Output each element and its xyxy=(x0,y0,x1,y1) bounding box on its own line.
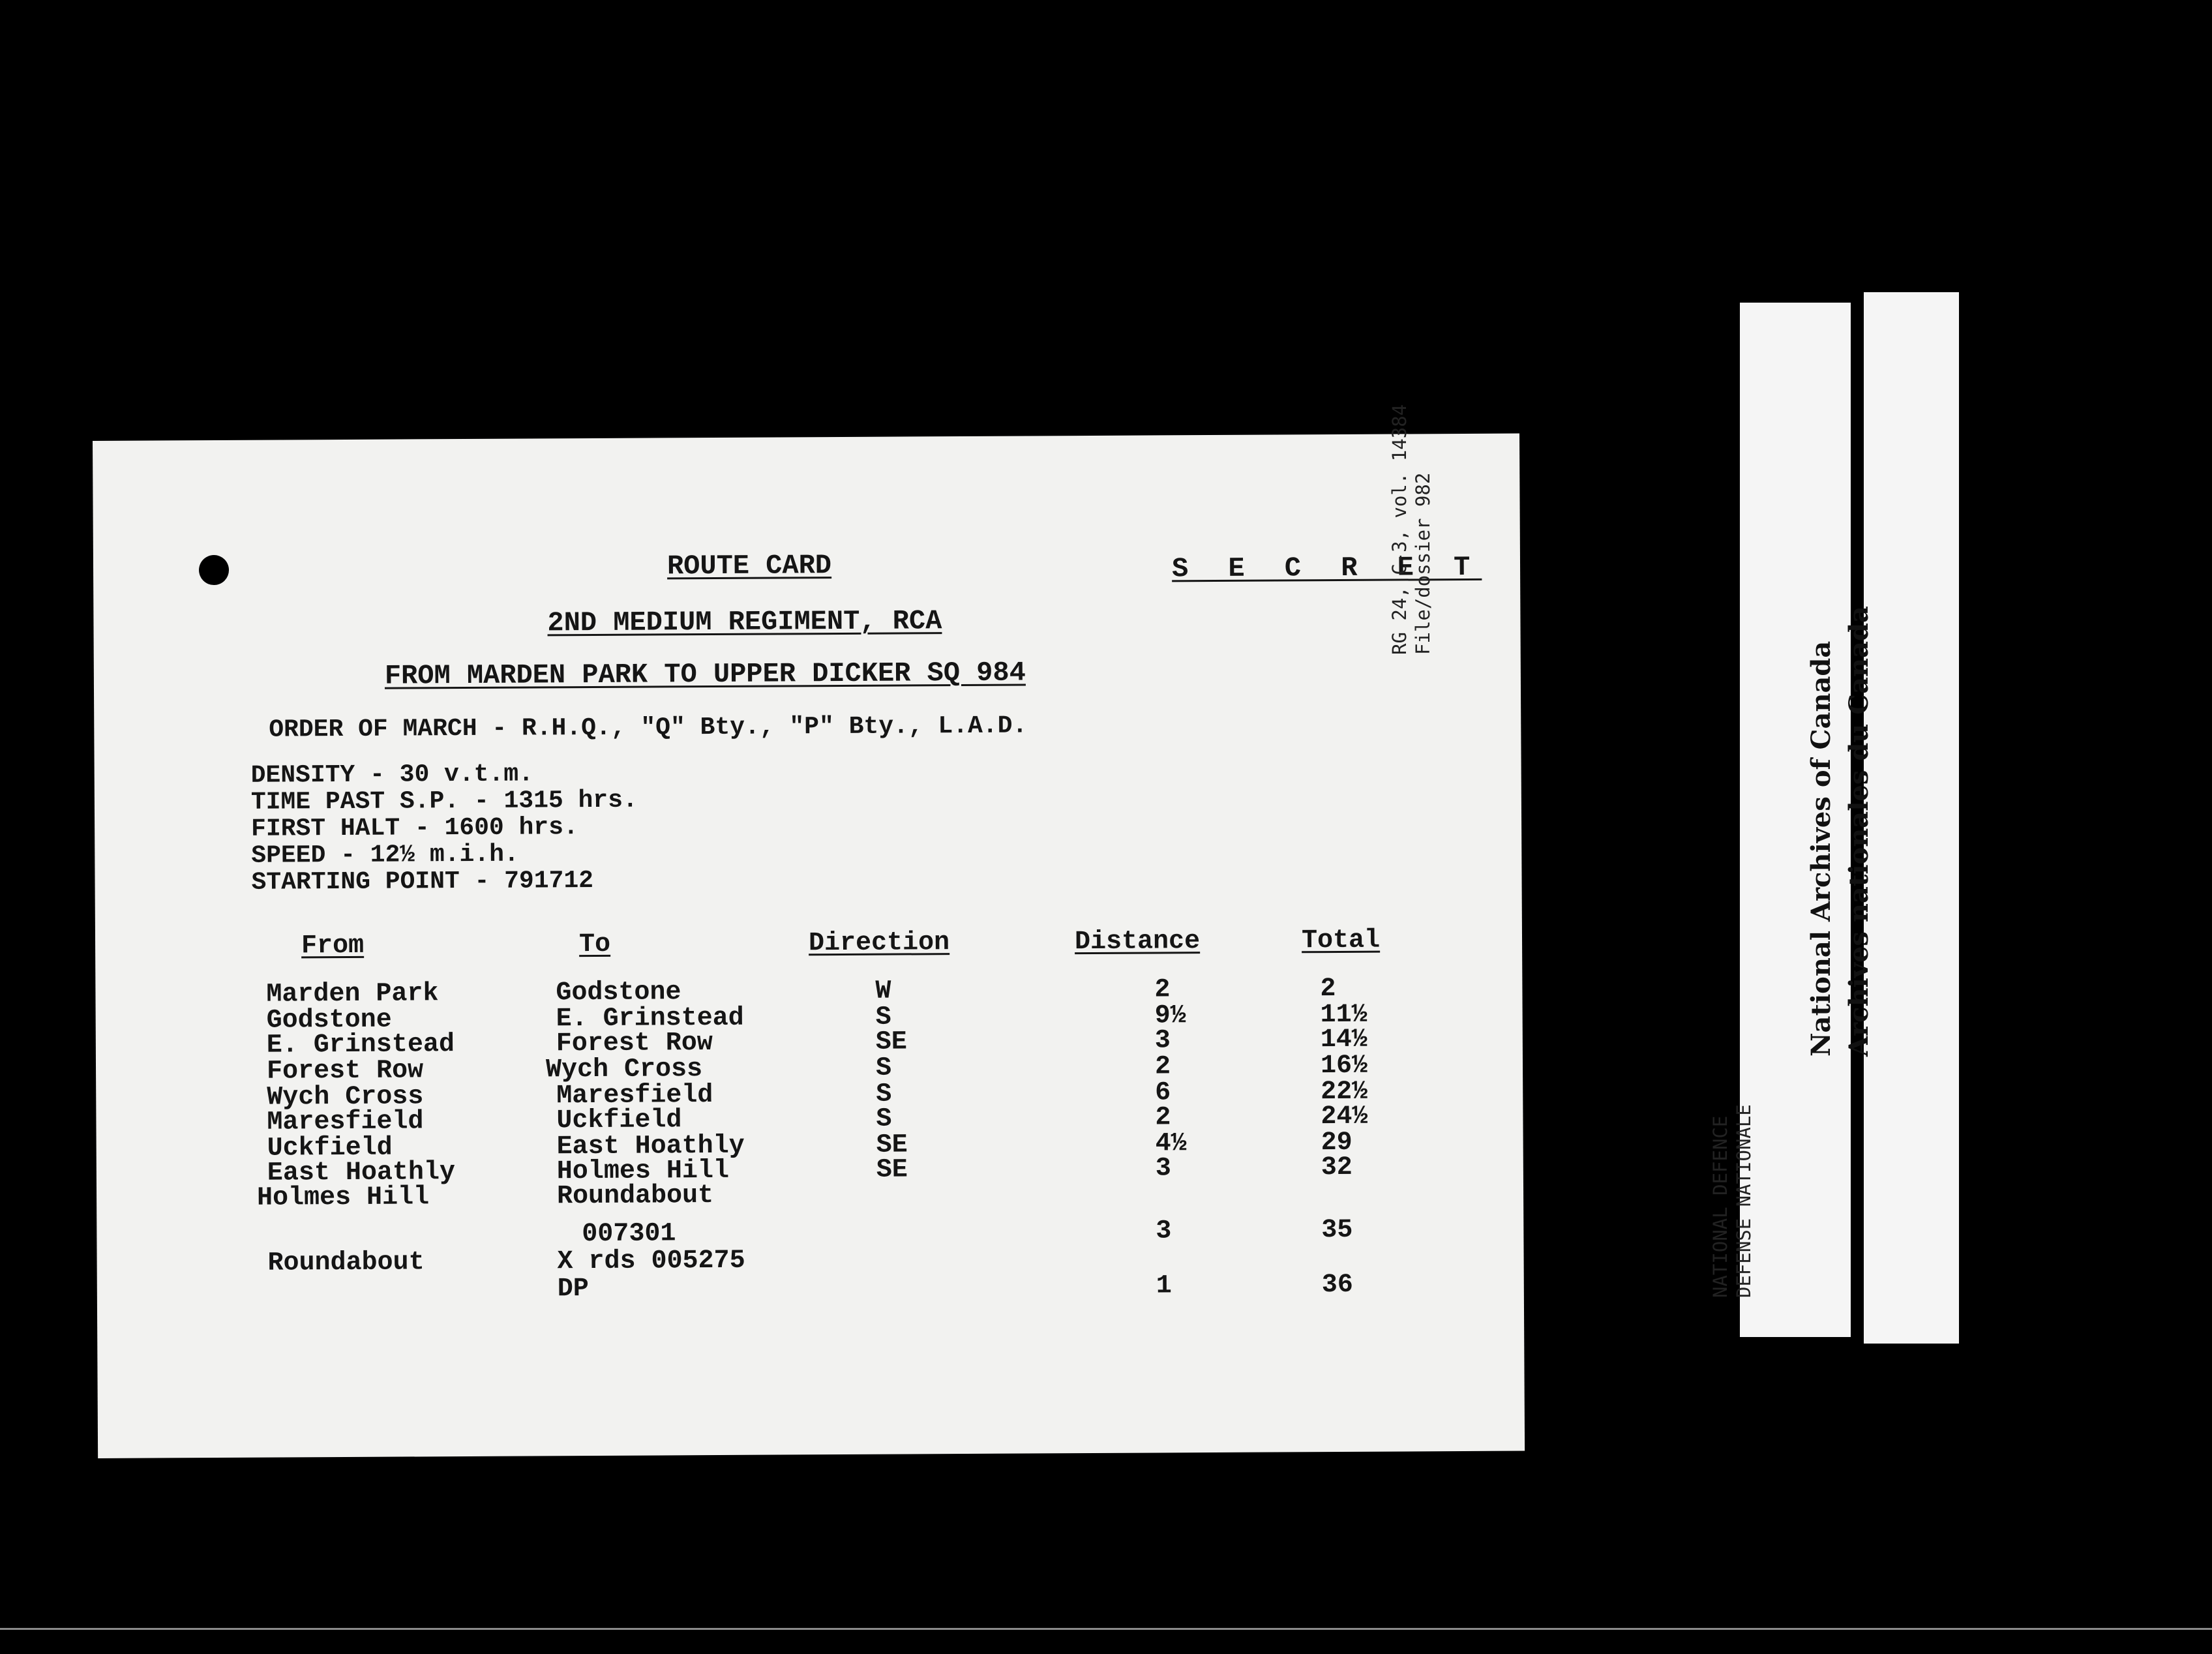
route-heading: FROM MARDEN PARK TO UPPER DICKER SQ 984 xyxy=(384,657,1026,692)
cell-direction: S xyxy=(876,1079,892,1109)
col-direction: Direction xyxy=(808,928,950,959)
cell-total: 2 xyxy=(1320,974,1336,1004)
table-header xyxy=(95,925,1522,960)
cell-total: 14½ xyxy=(1320,1025,1368,1055)
cell-from: Marden Park xyxy=(266,979,439,1010)
cell-total: 16½ xyxy=(1320,1051,1368,1081)
cell-from: Roundabout xyxy=(267,1248,425,1278)
detail-starting-point: STARTING POINT - 791712 xyxy=(251,866,594,897)
cell-distance: 1 xyxy=(1156,1271,1172,1301)
cell-direction: SE xyxy=(875,1027,907,1057)
cell-from: Wych Cross xyxy=(267,1082,424,1113)
cell-to: Roundabout xyxy=(556,1181,714,1212)
col-distance: Distance xyxy=(1074,927,1201,957)
cell-distance: 6 xyxy=(1155,1078,1171,1108)
unit-heading: 2ND MEDIUM REGIMENT, RCA xyxy=(547,605,942,639)
classification-stamp: S E C R E T xyxy=(1171,551,1482,585)
cell-distance: 9½ xyxy=(1154,1001,1186,1031)
order-of-march: ORDER OF MARCH - R.H.Q., "Q" Bty., "P" Bty., L.A.D. xyxy=(269,712,1028,744)
cell-direction: S xyxy=(875,1002,891,1032)
cell-from: Forest Row xyxy=(266,1056,424,1087)
cell-total: 24½ xyxy=(1321,1102,1368,1132)
cell-to: 007301 xyxy=(582,1219,676,1250)
cell-to: DP xyxy=(557,1274,589,1304)
cell-distance: 3 xyxy=(1156,1216,1172,1246)
cell-distance: 2 xyxy=(1155,1103,1171,1133)
detail-time-past-sp: TIME PAST S.P. - 1315 hrs. xyxy=(250,786,638,817)
card-title: ROUTE CARD xyxy=(666,550,832,582)
cell-distance: 3 xyxy=(1154,1026,1171,1056)
cell-total: 35 xyxy=(1321,1215,1353,1246)
cell-to: Uckfield xyxy=(556,1105,682,1136)
cell-from: Maresfield xyxy=(267,1107,424,1137)
cell-from: East Hoathly xyxy=(267,1158,456,1188)
archive-ref-line: RG 24, C-3, vol. 14384 xyxy=(1388,404,1411,655)
cell-direction: SE xyxy=(876,1155,908,1185)
cell-direction: S xyxy=(875,1053,892,1083)
archive-label xyxy=(1806,292,1959,1344)
cell-to: Maresfield xyxy=(556,1081,713,1111)
cell-to: X rds 005275 xyxy=(557,1246,745,1277)
cell-distance: 2 xyxy=(1154,1052,1171,1082)
archive-file-line: File/dossier 982 xyxy=(1412,472,1434,655)
cell-distance: 2 xyxy=(1154,975,1171,1005)
col-total: Total xyxy=(1301,925,1381,956)
cell-to: Godstone xyxy=(556,978,681,1008)
cell-to: E. Grinstead xyxy=(556,1003,744,1034)
cell-from: Uckfield xyxy=(267,1133,393,1164)
cell-direction: S xyxy=(876,1104,892,1134)
detail-density: DENSITY - 30 v.t.m. xyxy=(250,760,534,790)
cell-distance: 3 xyxy=(1155,1154,1171,1184)
route-card xyxy=(93,434,1525,1458)
cell-from: Godstone xyxy=(266,1005,392,1036)
cell-total: 36 xyxy=(1321,1270,1353,1301)
detail-speed: SPEED - 12½ m.i.h. xyxy=(251,840,519,870)
film-edge-line xyxy=(0,1628,2212,1630)
cell-to: Forest Row xyxy=(556,1029,713,1059)
cell-to: East Hoathly xyxy=(556,1131,745,1162)
cell-to: Wych Cross xyxy=(545,1055,703,1085)
cell-distance: 4½ xyxy=(1155,1129,1187,1159)
cell-direction: W xyxy=(875,976,891,1006)
cell-from: E. Grinstead xyxy=(266,1030,455,1060)
cell-direction: SE xyxy=(876,1130,908,1160)
detail-first-halt: FIRST HALT - 1600 hrs. xyxy=(251,813,578,843)
col-to: To xyxy=(578,929,611,960)
col-from: From xyxy=(301,931,365,961)
cell-total: 11½ xyxy=(1320,1000,1368,1030)
cell-to: Holmes Hill xyxy=(556,1156,730,1187)
cell-total: 32 xyxy=(1321,1152,1353,1183)
cell-total: 29 xyxy=(1321,1128,1353,1158)
archive-dept-en: NATIONAL DEFENCE xyxy=(1709,1115,1731,1298)
archive-label-fr: Archives nationales du Canada xyxy=(1844,606,1874,1057)
cell-total: 22½ xyxy=(1321,1077,1368,1107)
archive-dept-fr: DEFENSE NATIONALE xyxy=(1733,1104,1755,1298)
archive-label-en: National Archives of Canada xyxy=(1806,640,1836,1057)
cell-from: Holmes Hill xyxy=(256,1182,430,1213)
route-table xyxy=(93,434,1525,1458)
